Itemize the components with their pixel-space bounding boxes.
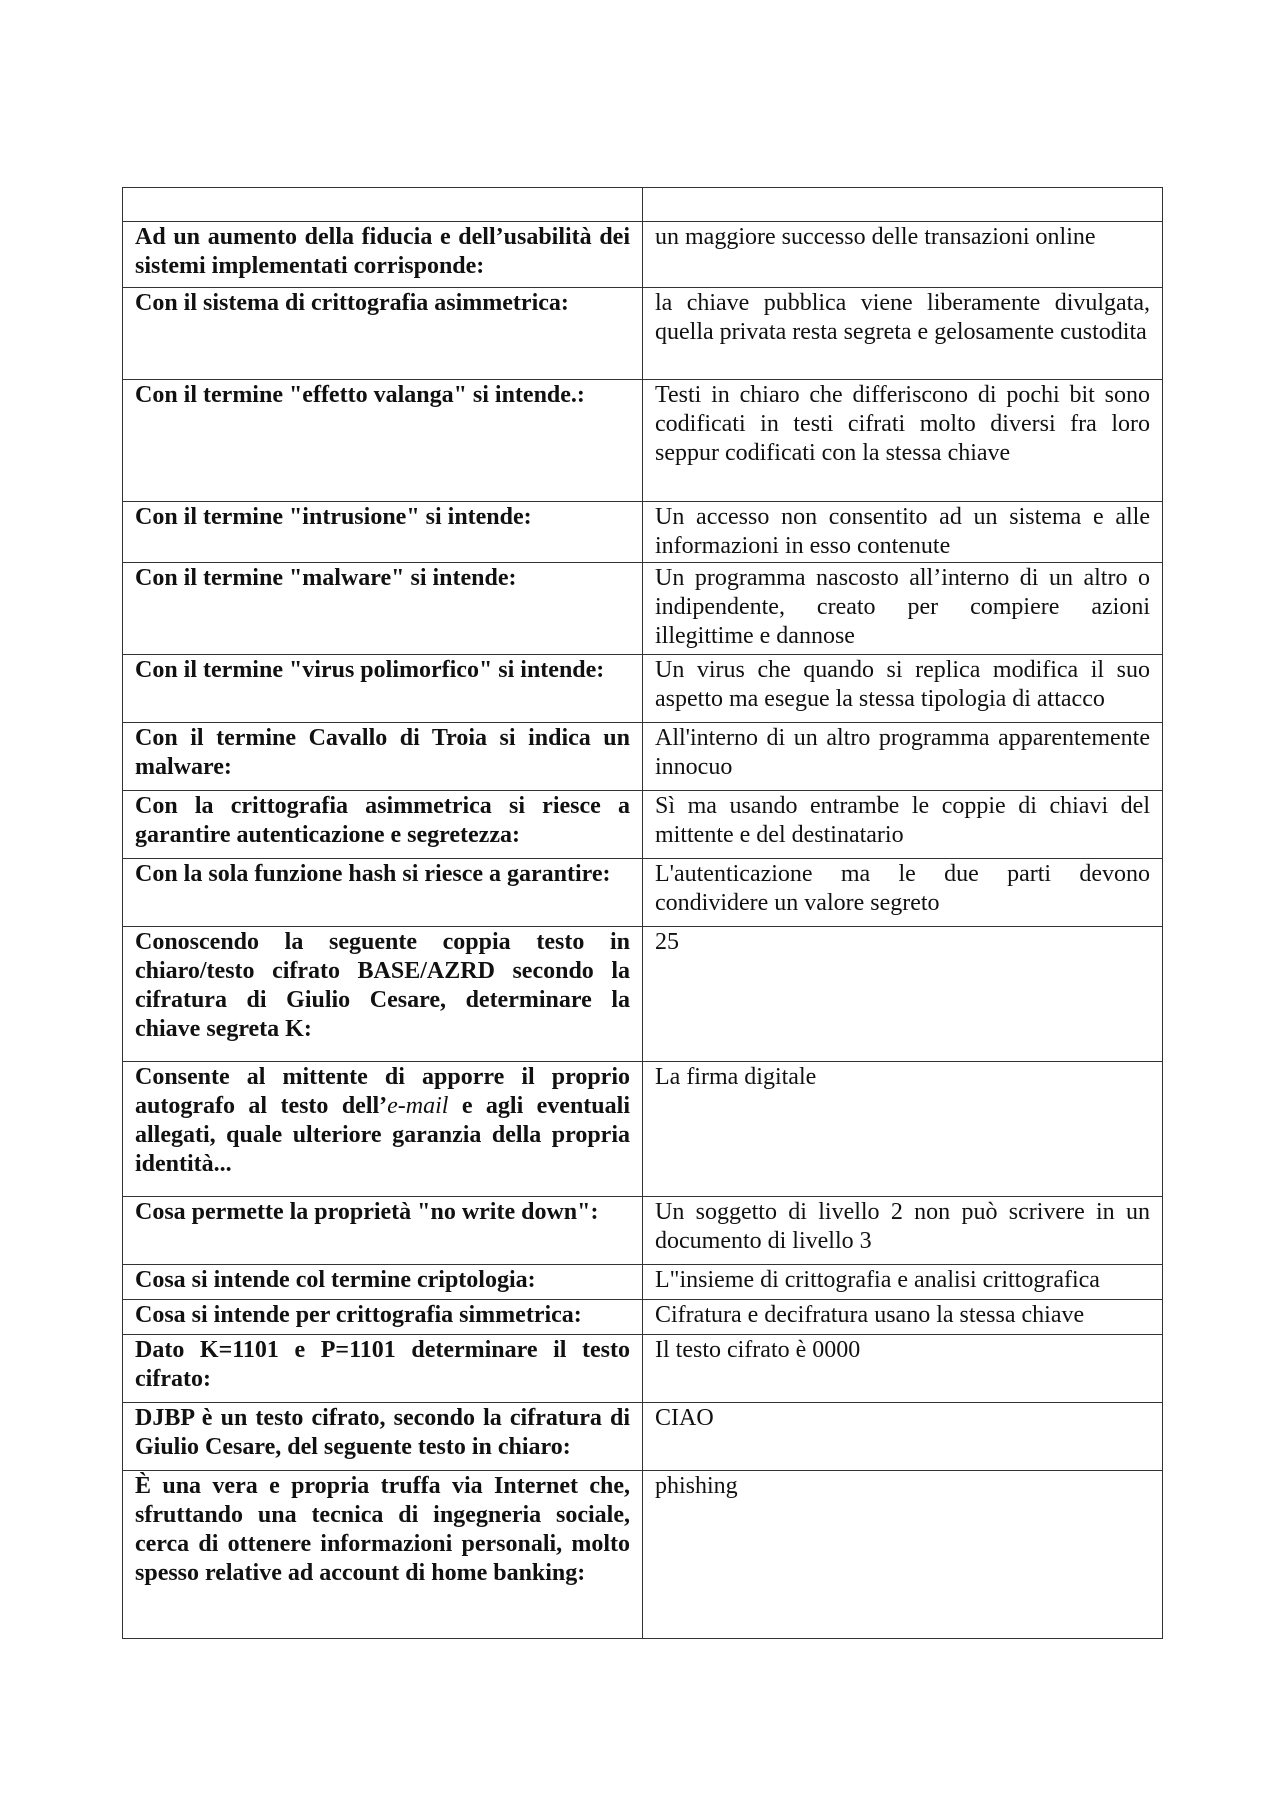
answer-cell: Un programma nascosto all’interno di un altro o indipendente, creato per compiere azioni illegittime e dannose <box>643 563 1163 655</box>
answer-cell: Sì ma usando entrambe le coppie di chiavi del mittente e del destinatario <box>643 791 1163 859</box>
answer-cell: L"insieme di crittografia e analisi crittografica <box>643 1265 1163 1300</box>
answer-cell: phishing <box>643 1471 1163 1639</box>
answer-cell: La firma digitale <box>643 1062 1163 1197</box>
question-cell: Con il termine "virus polimorfico" si intende: <box>123 655 643 723</box>
question-cell: Con il termine Cavallo di Troia si indica un malware: <box>123 723 643 791</box>
table-row <box>123 1062 1163 1197</box>
table-row <box>123 288 1163 380</box>
answer-cell: Il testo cifrato è 0000 <box>643 1335 1163 1403</box>
question-cell <box>123 1062 643 1197</box>
question-cell: DJBP è un testo cifrato, secondo la cifratura di Giulio Cesare, del seguente testo in chiaro: <box>123 1403 643 1471</box>
table-row <box>123 723 1163 791</box>
table-row <box>123 1300 1163 1335</box>
question-cell: Cosa si intende col termine criptologia: <box>123 1265 643 1300</box>
answer-cell: CIAO <box>643 1403 1163 1471</box>
table-row <box>123 380 1163 502</box>
answer-cell: L'autenticazione ma le due parti devono condividere un valore segreto <box>643 859 1163 927</box>
answer-cell: Cifratura e decifratura usano la stessa chiave <box>643 1300 1163 1335</box>
answer-cell: Un accesso non consentito ad un sistema e alle informazioni in esso contenute <box>643 502 1163 563</box>
table-row <box>123 927 1163 1062</box>
question-cell <box>123 188 643 222</box>
table-row <box>123 563 1163 655</box>
table-row <box>123 655 1163 723</box>
answer-cell: un maggiore successo delle transazioni online <box>643 222 1163 288</box>
table-row <box>123 222 1163 288</box>
question-cell: Cosa permette la proprietà "no write down": <box>123 1197 643 1265</box>
answer-cell: Testi in chiaro che differiscono di pochi bit sono codificati in testi cifrati molto diversi fra loro seppur codificati con la stessa chiave <box>643 380 1163 502</box>
question-cell: Dato K=1101 e P=1101 determinare il testo cifrato: <box>123 1335 643 1403</box>
answer-cell <box>643 188 1163 222</box>
answer-cell: 25 <box>643 927 1163 1062</box>
question-text-start: Consente al mittente di apporre il proprio autografo al testo dell’ <box>135 1064 630 1119</box>
answer-cell: Un virus che quando si replica modifica il suo aspetto ma esegue la stessa tipologia di attacco <box>643 655 1163 723</box>
question-cell: È una vera e propria truffa via Internet che, sfruttando una tecnica di ingegneria sociale, cerca di ottenere informazioni personali, molto spesso relative ad account di home banking: <box>123 1471 643 1639</box>
answer-cell: Un soggetto di livello 2 non può scrivere in un documento di livello 3 <box>643 1197 1163 1265</box>
question-cell: Con il termine "malware" si intende: <box>123 563 643 655</box>
question-cell: Conoscendo la seguente coppia testo in chiaro/testo cifrato BASE/AZRD secondo la cifratura di Giulio Cesare, determinare la chiave segreta K: <box>123 927 643 1062</box>
question-text-italic: e-mail <box>387 1093 449 1119</box>
question-cell: Con il sistema di crittografia asimmetrica: <box>123 288 643 380</box>
question-cell: Ad un aumento della fiducia e dell’usabilità dei sistemi implementati corrisponde: <box>123 222 643 288</box>
table-row <box>123 1403 1163 1471</box>
table-row <box>123 1335 1163 1403</box>
table-row <box>123 859 1163 927</box>
answer-cell: All'interno di un altro programma apparentemente innocuo <box>643 723 1163 791</box>
question-cell: Cosa si intende per crittografia simmetrica: <box>123 1300 643 1335</box>
table-row <box>123 1197 1163 1265</box>
question-cell: Con la sola funzione hash si riesce a garantire: <box>123 859 643 927</box>
answer-cell: la chiave pubblica viene liberamente divulgata, quella privata resta segreta e gelosamente custodita <box>643 288 1163 380</box>
question-cell: Con il termine "effetto valanga" si intende.: <box>123 380 643 502</box>
table-row <box>123 1265 1163 1300</box>
question-cell: Con il termine "intrusione" si intende: <box>123 502 643 563</box>
table-row <box>123 188 1163 222</box>
question-text-end: e agli eventuali allegati, quale ulteriore garanzia della propria identità... <box>135 1093 630 1177</box>
question-cell: Con la crittografia asimmetrica si riesce a garantire autenticazione e segretezza: <box>123 791 643 859</box>
table-row <box>123 791 1163 859</box>
table-row <box>123 1471 1163 1639</box>
qa-table <box>122 187 1163 1639</box>
table-row <box>123 502 1163 563</box>
